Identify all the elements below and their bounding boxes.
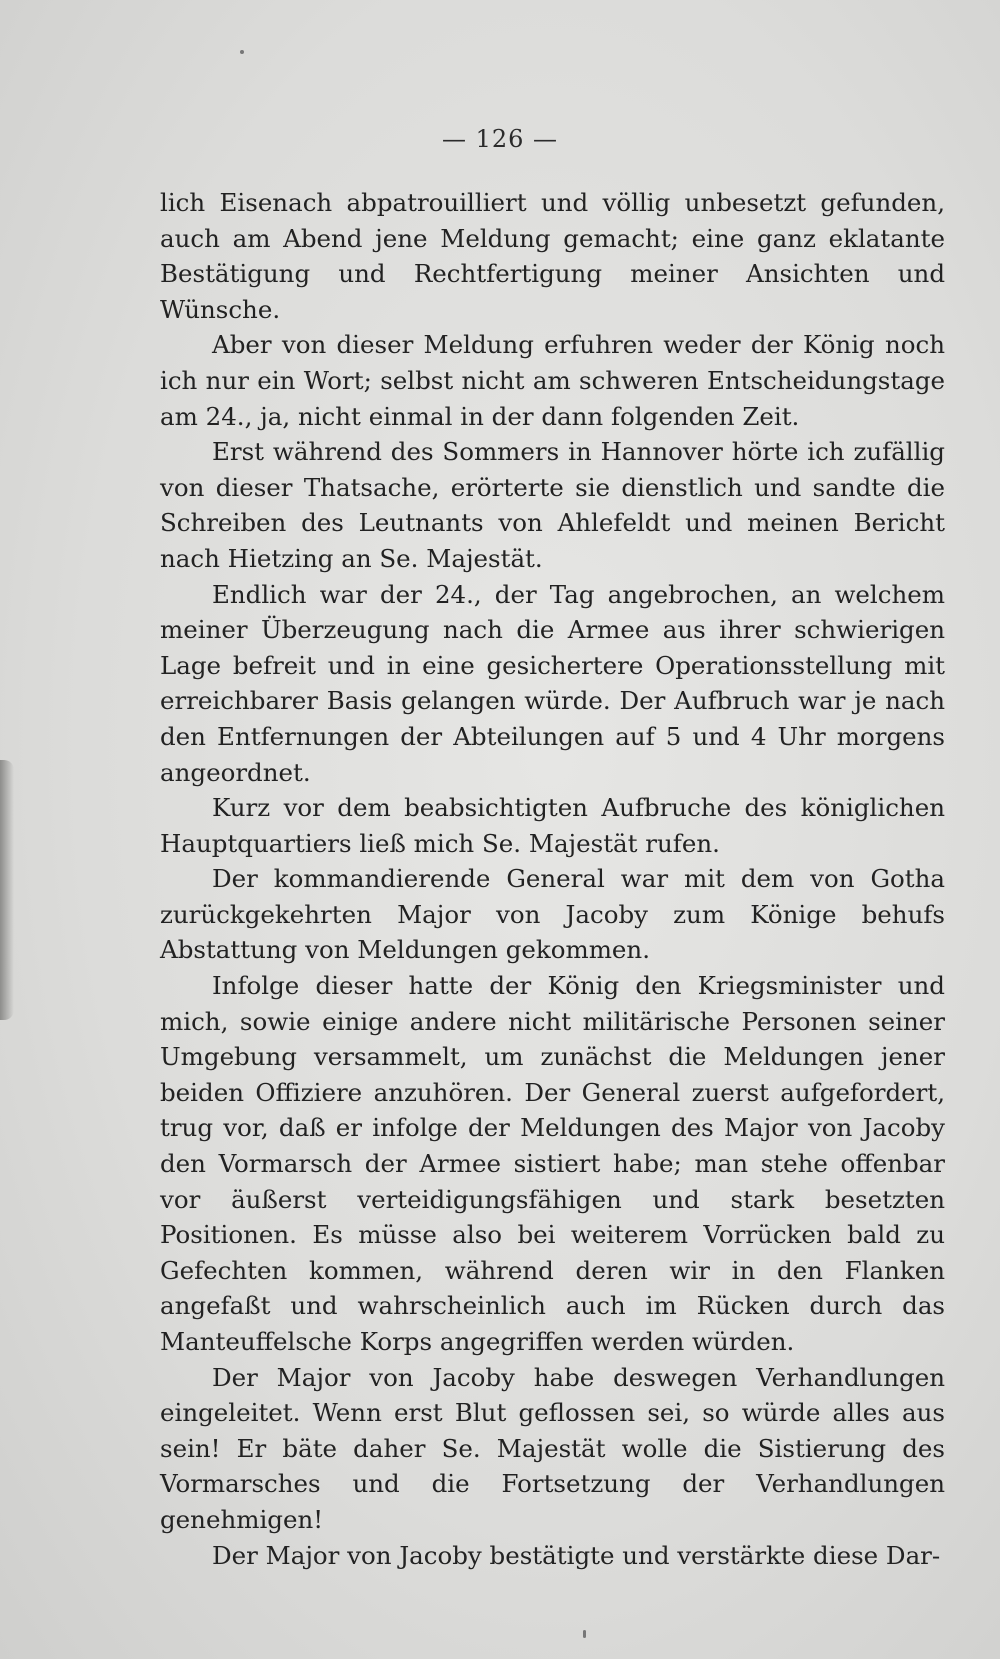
paragraph: Endlich war der 24., der Tag angebrochen, an welchem meiner Überzeugung nach die Armee aus ihrer schwierigen Lage befreit und in eine gesichertere Operationsstellung mit erreichbarer Basis gelangen würde. Der Aufbruch war je nach den Entfernungen der Abteilungen auf 5 und 4 Uhr morgens angeordnet. <box>160 579 945 787</box>
paragraph: Kurz vor dem beabsichtigten Aufbruche des königlichen Hauptquartiers ließ mich Se. Majestät rufen. <box>160 793 945 858</box>
paragraph: Der Major von Jacoby bestätigte und verstärkte diese Dar- <box>212 1540 941 1570</box>
paragraph: Infolge dieser hatte der König den Kriegsminister und mich, sowie einige andere nicht militärische Personen seiner Umgebung versammelt, um zunächst die Meldungen jener beiden Offiziere anzuhören. Der General zuerst aufgefordert, trug vor, daß er infolge der Meldungen des Major von Jacoby den Vormarsch der Armee sistiert habe; man stehe offenbar vor äußerst verteidigungsfähigen und stark besetzten Positionen. Es müsse also bei weiterem Vorrücken bald zu Gefechten kommen, während deren wir in den Flanken angefaßt und wahrscheinlich auch im Rücken durch das Manteuffelsche Korps angegriffen werden würden. <box>160 971 945 1356</box>
paragraph: Der Major von Jacoby habe deswegen Verhandlungen eingeleitet. Wenn erst Blut geflossen sei, so würde alles aus sein! Er bäte daher Se. Majestät wolle die Sistierung des Vormarsches und die Fortsetzung der Verhandlungen genehmigen! <box>160 1362 945 1534</box>
paragraph: Der kommandierende General war mit dem von Gotha zurückgekehrten Major von Jacoby zum Könige behufs Abstattung von Meldungen gekommen. <box>160 864 945 965</box>
paper-speck <box>583 1630 586 1638</box>
page-edge-shadow <box>0 760 14 1020</box>
paragraph: Erst während des Sommers in Hannover hörte ich zufällig von dieser Thatsache, erörterte sie dienstlich und sandte die Schreiben des Leutnants von Ahlefeldt und meinen Bericht nach Hietzing an Se. Majestät. <box>160 437 945 573</box>
paper-speck <box>240 50 244 54</box>
paragraph: lich Eisenach abpatrouilliert und völlig unbesetzt gefunden, auch am Abend jene Meldung gemacht; eine ganz eklatante Bestätigung und Rechtfertigung meiner Ansichten und Wünsche. <box>160 188 945 324</box>
body-text <box>160 185 945 1573</box>
page-number: — 126 — <box>441 125 559 153</box>
paragraph: Aber von dieser Meldung erfuhren weder der König noch ich nur ein Wort; selbst nicht am schweren Entscheidungstage am 24., ja, nicht einmal in der dann folgenden Zeit. <box>160 330 945 431</box>
